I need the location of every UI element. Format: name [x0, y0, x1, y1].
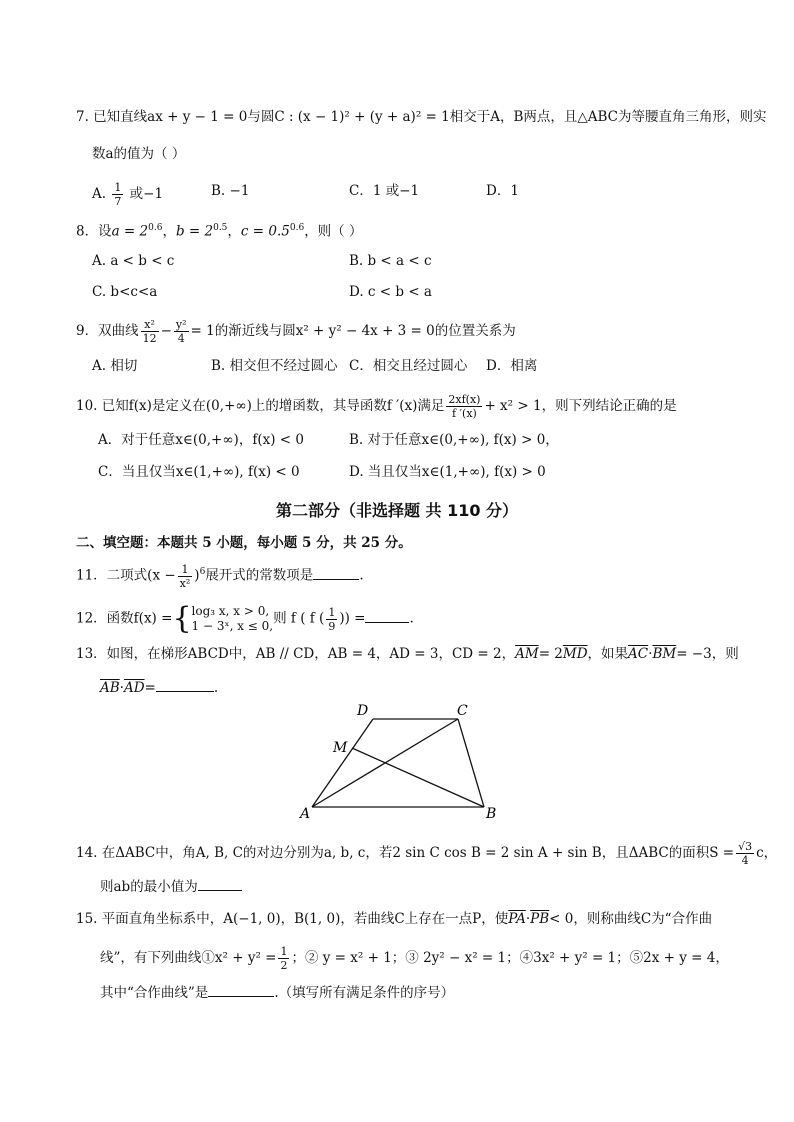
q7-frac-den: 7 [114, 195, 122, 208]
q14-fraction [736, 840, 754, 867]
q12-answer-blank[interactable] [365, 608, 409, 623]
q9-pre: 9．双曲线 [76, 323, 139, 339]
q9-f2-den: 4 [177, 332, 185, 345]
q11-answer-blank[interactable] [313, 565, 359, 580]
q15-f-num: 1 [280, 945, 288, 958]
q8-c-exp: 0.6 [289, 223, 305, 233]
q11-line [76, 562, 364, 590]
q15-stem: 15. 平面直角坐标系中，A(−1, 0)，B(1, 0)，若曲线C上存在一点P，使 [76, 911, 509, 927]
q13-line1 [76, 644, 739, 664]
q8-a: a = 2 [111, 223, 149, 240]
q7-option-d: D．1 [486, 183, 519, 199]
q9-fraction-2 [174, 318, 189, 345]
q13-vector-ad: $\overline{AD}$ [123, 680, 145, 696]
q10-pre: 10. 已知f(x)是定义在(0,+∞)上的增函数，其导函数f ′(x)满足 [76, 398, 445, 414]
q13-vector-am: $\overline{AM}$ [515, 646, 539, 662]
q11-f-num: 1 [178, 563, 193, 577]
q10-option-a: A．对于任意x∈(0,+∞)，f(x) < 0 [98, 432, 304, 448]
q11-pre: 11．二项式(x − [76, 567, 176, 584]
q14-post: c， [756, 845, 778, 861]
q14-line2 [100, 876, 242, 897]
q13-eq1: = 2 [538, 646, 563, 662]
q15-line3 [100, 982, 454, 1003]
q9-f1-den: 12 [142, 332, 157, 345]
q13-line2 [100, 677, 218, 698]
q10-fraction [446, 393, 482, 420]
q13-answer-blank[interactable] [156, 677, 214, 692]
segment-ad [312, 719, 373, 807]
segment-mb [352, 748, 484, 807]
segment-cb [458, 719, 484, 807]
q13-vector-md: $\overline{MD}$ [562, 646, 588, 662]
q13-end: . [213, 680, 219, 696]
q15-line2 [100, 945, 729, 972]
q15-hint: .（填写所有满足条件的序号） [274, 985, 455, 1001]
q8-b: b = 2 [175, 223, 214, 240]
fill-in-heading: 二、填空题：本题共 5 小题，每小题 5 分，共 25 分。 [76, 535, 412, 551]
q15-curves-post: ；② y = x² + 1；③ 2y² − x² = 1；④3x² + y² = 1；⑤2x + y = 4， [291, 950, 729, 966]
q10-option-d: D. 当且仅当x∈(1,+∞), f(x) > 0 [349, 464, 546, 480]
label-a: A [300, 806, 311, 822]
q14-f-den: 4 [741, 854, 749, 867]
q8-stem-post: ，则（ ） [304, 223, 363, 240]
q9-f2-num: y² [175, 318, 187, 331]
q9-option-d: D．相离 [486, 358, 538, 374]
q9-f1-num: x² [141, 318, 159, 332]
q15-dot: · [525, 911, 531, 927]
q11-end: . [359, 567, 364, 584]
q9-option-a: A. 相切 [92, 358, 138, 374]
q7-option-b: B. −1 [211, 183, 250, 199]
q9-fraction-1 [141, 318, 159, 345]
q8-line1: 8．设$a = 2^{0.6}$，$b = 2^{0.5}$，$c = 0.5^{0.6}$，则（ ） [76, 223, 363, 240]
trapezoid-figure [290, 700, 510, 825]
part2-title: 第二部分（非选择题 共 110 分） [275, 501, 519, 520]
q12-case-1: log₃ x, x > 0, [191, 604, 270, 618]
q15-line1 [76, 909, 712, 929]
q7-option-c: C．1 或−1 [349, 183, 420, 199]
q8-a-exp: 0.6 [148, 223, 163, 233]
q13-stem: 13．如图，在梯形ABCD中，AB // CD，AB = 4，AD = 3，CD = 2， [76, 646, 516, 662]
q11-f-den: x² [179, 576, 191, 590]
q12-cases [192, 604, 274, 634]
q13-eq2: = −3，则 [676, 646, 739, 662]
q8-option-d: D. c < b < a [349, 284, 432, 300]
q7-stem: 7. 已知直线ax + y − 1 = 0与圆C : (x − 1)² + (y + a)² = 1相交于A，B两点，且△ABC为等腰直角三角形，则实 [76, 109, 767, 125]
q12-case-2: 1 − 3ˣ, x ≤ 0, [191, 619, 274, 633]
q8-b-exp: 0.5 [213, 223, 228, 233]
q12-end: . [409, 610, 414, 627]
label-d: D [357, 703, 369, 719]
q15-f-den: 2 [280, 959, 288, 972]
q10-option-b: B. 对于任意x∈(0,+∞), f(x) > 0， [349, 432, 559, 448]
q7-option-a-fraction [112, 181, 123, 208]
q14-stem: 14. 在ΔABC中，角A, B, C的对边分别为a, b, c，若2 sin C cos B = 2 sin A + sin B，且ΔABC的面积S = [76, 845, 735, 861]
q11-post: 展开式的常数项是 [205, 567, 314, 584]
label-c: C [457, 703, 468, 719]
q13-vector-ac: $\overline{AC}$ [628, 646, 649, 662]
q13-vector-ab: $\overline{AB}$ [100, 680, 120, 696]
q14-prompt: 则ab的最小值为 [100, 879, 198, 895]
q15-answer-blank[interactable] [208, 982, 274, 997]
q11-paren: ) [194, 567, 200, 584]
q8-option-c: C. b<c<a [92, 284, 158, 300]
q10-option-c: C．当且仅当x∈(1,+∞), f(x) < 0 [98, 464, 300, 480]
q9-option-c: C．相交且经过圆心 [349, 358, 468, 374]
q10-f-num: 2xf(x) [448, 393, 481, 406]
q15-post: < 0，则称曲线C为“合作曲 [549, 911, 713, 927]
q10-post: + x² > 1，则下列结论正确的是 [484, 398, 677, 414]
q15-prompt: 其中“合作曲线”是 [100, 985, 209, 1001]
q14-f-num: √3 [738, 840, 753, 853]
q13-vector-bm: $\overline{BM}$ [652, 646, 677, 662]
label-m: M [333, 740, 348, 756]
q12-pre: 12．函数f(x) = [76, 610, 173, 627]
q10-line1 [76, 393, 677, 420]
q8-stem-pre: 8．设 [76, 223, 112, 240]
q13-dot: · [648, 646, 653, 662]
q8-c: c = 0.5 [240, 223, 290, 240]
q15-curves-pre: 线”，有下列曲线①x² + y² = [100, 950, 277, 966]
q12-fraction [326, 606, 337, 633]
q11-exp: 6 [199, 567, 206, 577]
label-b: B [486, 806, 497, 822]
q7-option-a [92, 181, 163, 208]
q15-vector-pa: $\overline{PA}$ [508, 911, 526, 927]
q7-option-a-label: A. [92, 186, 107, 202]
q13-mid: ，如果 [587, 646, 629, 662]
q9-option-b: B. 相交但不经过圆心 [211, 358, 338, 374]
q13-eq3: = [144, 680, 156, 696]
q12-post: )) = [339, 610, 366, 627]
q7-frac-num: 1 [114, 181, 122, 194]
q11-fraction [178, 563, 193, 590]
q7-option-a-text: 或−1 [129, 186, 164, 202]
q9-post: = 1的渐近线与圆x² + y² − 4x + 3 = 0的位置关系为 [190, 323, 516, 339]
q7-line2: 数a的值为（ ） [92, 146, 186, 162]
q12-f-num: 1 [328, 605, 336, 619]
q14-answer-blank[interactable] [198, 876, 242, 891]
q12-brace: { [172, 601, 192, 636]
q14-line1 [76, 840, 777, 867]
q9-line1 [76, 318, 516, 345]
q7-line1 [76, 107, 767, 127]
trapezoid-lines [312, 719, 484, 807]
q12-f-den: 9 [328, 619, 336, 633]
q12-line [76, 601, 414, 636]
q15-fraction [278, 945, 289, 972]
q12-mid: 则 f ( f ( [273, 610, 325, 627]
q15-vector-pb: $\overline{PB}$ [530, 911, 550, 927]
q10-f-den: f ′(x) [451, 407, 477, 420]
q8-option-b: B. b < a < c [349, 253, 432, 269]
q8-option-a: A. a < b < c [92, 253, 175, 269]
q9-minus: − [160, 323, 172, 339]
q13-dot-2: · [119, 680, 124, 696]
